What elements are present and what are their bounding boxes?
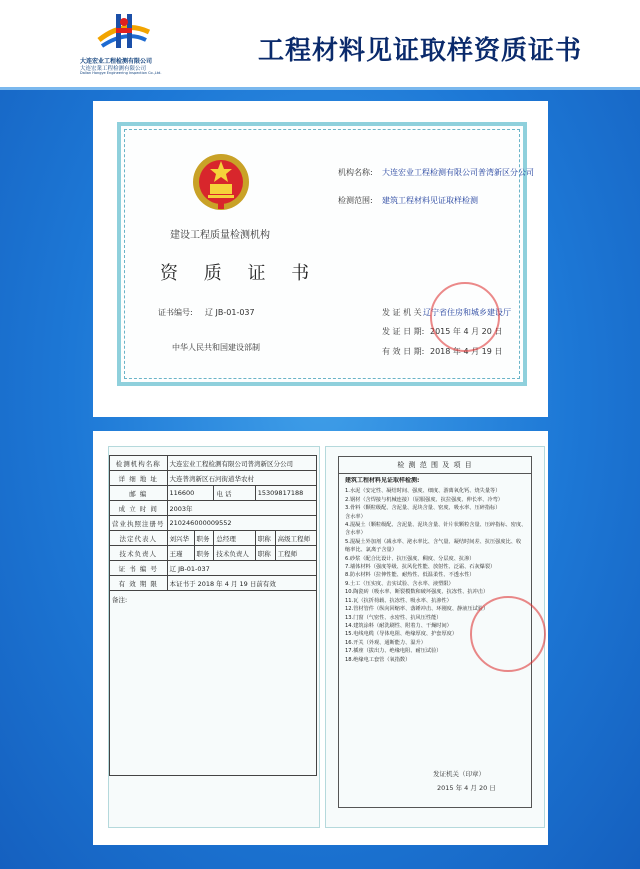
scope-item: 6.砂浆（配合比设计、抗压强度、稠度、分层度、抗渗） [345, 555, 475, 562]
table-cell-value: 大连宏业工程检测有限公司普湾新区分公司 [167, 456, 317, 471]
scope-header: 检 测 范 围 及 项 目 [339, 457, 531, 474]
table-cell-value: 王瑾 [167, 546, 194, 561]
org-value: 大连宏业工程检测有限公司普湾新区分公司 [382, 168, 534, 177]
table-cell-value: 116600 [167, 486, 214, 501]
agency-type: 建设工程质量检测机构 [170, 230, 270, 241]
scope-item: 5.混凝土外加剂（减水率、泌水率比、含气量、凝结时间差、抗压强度比、收 [345, 538, 522, 545]
issue-date-label: 发 证 日 期: [382, 327, 425, 336]
scope-item: 3.骨料（颗粒级配、含泥量、泥块含量、密度、吸水率、压碎指标） [345, 505, 501, 512]
table-row [110, 591, 317, 776]
table-row [110, 471, 317, 486]
scope-item: 10.陶瓷砖（吸水率、断裂模数和破坏强度、抗冻性、抗冲击） [345, 589, 489, 596]
table-cell-label: 职称 [255, 546, 275, 561]
cert-no-label: 证书编号: [158, 308, 193, 317]
table-cell-value: 2003年 [167, 501, 317, 516]
valid-date-value: 2018 年 4 月 19 日 [430, 347, 503, 356]
table-cell-label: 营业执照注册号 [110, 516, 168, 531]
scope-item: 13.门窗（气密性、水密性、抗风压性能） [345, 614, 442, 621]
table-cell-label: 职务 [194, 531, 214, 546]
red-seal-stamp [430, 282, 503, 352]
scope-item: 2.钢材（含焊接与机械连接）（屈服强度、抗拉强度、伸长率、冷弯） [345, 496, 503, 503]
company-logo [80, 10, 170, 80]
scope-item: 11.瓦（抗折荷载、抗冻性、吸水率、抗渗性） [345, 597, 452, 604]
table-row [110, 456, 317, 471]
scope-item: 15.电线电缆（导体电阻、绝缘厚度、护套厚度） [345, 631, 458, 638]
table-cell-label: 邮 编 [110, 486, 168, 501]
table-cell-value: 刘兴华 [167, 531, 194, 546]
table-cell-value: 技术负责人 [214, 546, 255, 561]
table-cell-label: 检测机构名称 [110, 456, 168, 471]
table-cell-value: 辽 JB-01-037 [167, 561, 317, 576]
logo-company-name: 大连宏业工程检测有限公司 [80, 58, 153, 65]
remark-cell: 备注: [110, 591, 317, 776]
table-cell-value: 大连普湾新区石河街道华农村 [167, 471, 317, 486]
issuer-label: 发 证 机 关 [382, 308, 422, 317]
table-cell-value: 高级工程师 [275, 531, 316, 546]
scope-item: 9.土工（压实度、击实试验、含水率、液塑限） [345, 580, 454, 587]
table-cell-label: 技术负责人 [110, 546, 168, 561]
national-emblem-icon [190, 151, 252, 213]
scope-item: 18.绝缘电工套管（氧指数） [345, 656, 411, 663]
scope-title: 建筑工程材料见证取样检测: [345, 477, 420, 484]
page-header [0, 0, 640, 88]
valid-date-label: 有 效 日 期: [382, 347, 425, 356]
scope-item: 含水率） [345, 513, 366, 520]
certificate-title: 资 质 证 书 [160, 263, 320, 284]
scope-value: 建筑工程材料见证取样检测 [382, 196, 478, 205]
table-cell-label: 法定代表人 [110, 531, 168, 546]
issuer-value: 辽宁省住房和城乡建设厅 [423, 308, 511, 317]
table-cell-value: 210246000009552 [167, 516, 317, 531]
scope-item: 4.混凝土（颗粒级配、含泥量、泥块含量、针片状颗粒含量、压碎指标、密度、 [345, 522, 527, 529]
scope-label: 检测范围: [338, 196, 373, 205]
table-cell-label: 有 效 期 限 [110, 576, 168, 591]
table-row [110, 576, 317, 591]
table-cell-value: 总经理 [214, 531, 255, 546]
org-label: 机构名称: [338, 168, 373, 177]
table-cell-label: 职称 [255, 531, 275, 546]
table-cell-label: 职务 [194, 546, 214, 561]
issue-date-2: 2015 年 4 月 20 日 [437, 784, 496, 792]
scope-item: 17.插座（拔出力、绝缘电阻、耐压试验） [345, 648, 442, 655]
scope-item: 含水率） [345, 530, 366, 537]
table-cell-label: 电 话 [214, 486, 255, 501]
issuer-stamp-label: 发证机关（印章） [433, 770, 485, 778]
page-title: 工程材料见证取样资质证书 [257, 36, 582, 66]
logo-company-name-2: 大连宏業工程检测有限公司 [80, 66, 147, 72]
scope-item: 7.墙体材料（强度等级、抗风化性能、放射性、泛霜、石灰爆裂） [345, 564, 496, 571]
table-cell-label: 成 立 时 间 [110, 501, 168, 516]
logo-mark-icon [94, 10, 154, 56]
scope-item: 16.开关（外观、通断能力、温升） [345, 639, 426, 646]
scope-item: 缩率比、氯离子含量） [345, 547, 397, 554]
table-row [110, 516, 317, 531]
cert-no-value: 辽 JB-01-037 [205, 308, 255, 317]
logo-company-en: Dalian Hongye Engineering Inspection Co.,Ltd. [80, 71, 162, 75]
scope-item: 1.水泥（安定性、凝结时间、强度、细度、游离氧化钙、烧失量等） [345, 488, 501, 495]
table-row [110, 501, 317, 516]
table-row [110, 531, 317, 546]
table-row [110, 486, 317, 501]
table-cell-value: 本证书于 2018 年 4 月 19 日前有效 [167, 576, 317, 591]
table-cell-label: 证 书 编 号 [110, 561, 168, 576]
scope-item: 8.防水材料（拉伸性能、耐热性、低温柔性、不透水性） [345, 572, 475, 579]
table-cell-value: 工程师 [275, 546, 316, 561]
table-row [110, 561, 317, 576]
scope-item: 12.管材管件（纵向回缩率、落锤冲击、环刚度、静液压试验） [345, 606, 489, 613]
ministry-label: 中华人民共和国建设部制 [172, 343, 260, 352]
issue-date-value: 2015 年 4 月 20 日 [430, 327, 503, 336]
table-cell-value: 15309817188 [255, 486, 316, 501]
org-info-table [109, 455, 317, 776]
table-cell-label: 详 细 地 址 [110, 471, 168, 486]
scope-item: 14.建筑涂料（耐洗刷性、附着力、干燥时间） [345, 622, 452, 629]
table-row [110, 546, 317, 561]
red-seal-stamp-2 [470, 596, 546, 672]
